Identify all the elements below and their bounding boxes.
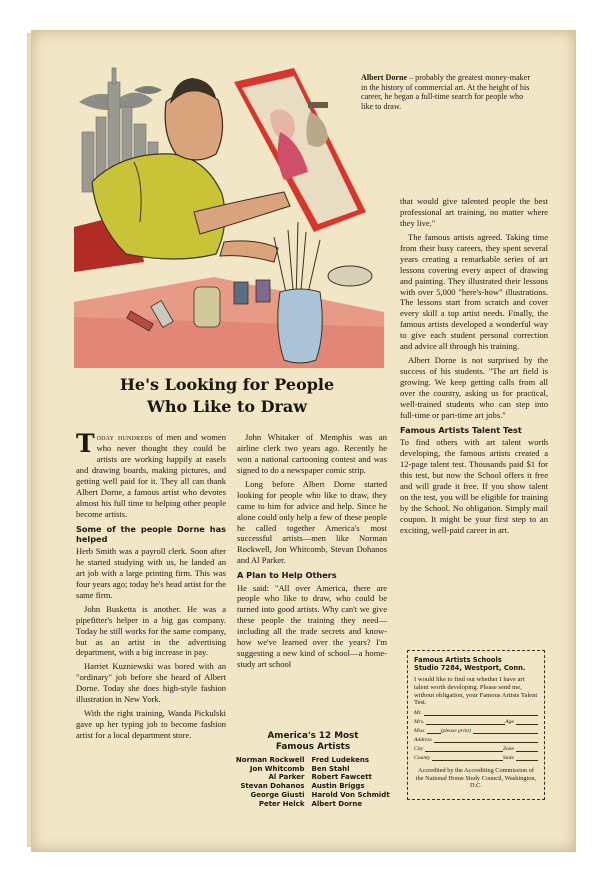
print-note: (please print)	[440, 727, 471, 734]
paragraph: Albert Dorne is not surprised by the success of his students. "The art field is growing. We keep getting calls from all over the country, asking us for practical, well-trained students who can step into full-time or part-time art jobs."	[400, 355, 548, 420]
drop-cap: T	[76, 429, 95, 458]
zone-line[interactable]	[516, 745, 538, 752]
mrs-line[interactable]	[426, 718, 505, 725]
miss-line-b[interactable]	[473, 727, 538, 734]
mail-coupon[interactable]	[407, 650, 545, 800]
subheading-talent-test: Famous Artists Talent Test	[400, 424, 522, 435]
address-line[interactable]	[434, 736, 538, 743]
coupon-request-text: I would like to find out whether I have art talent worth developing. Please send me, without obligation, your Famous Artists Talent Test.	[414, 675, 538, 707]
intro-text: of men and women who never thought they could be artists are working happily at easels and drawing boards, making pictures, and getting well paid for it. They all can thank Albert Dorne, a famous artist who devotes almost his full time to helping other people become artists.	[76, 432, 226, 519]
miss-line-a[interactable]	[427, 727, 441, 734]
paragraph: John Busketta is another. He was a pipefitter's helper in a big gas company. Today he still works for the same company, but as an artist in the advertising department, with a big increase in pay.	[76, 603, 226, 658]
caption-text: – probably the greatest money-maker in the history of commercial art. At the height of his career, he began a full-time search for people who like to draw.	[361, 73, 531, 111]
mrs-age-field[interactable]	[414, 718, 538, 725]
artist-name: Ben Stahl	[311, 764, 350, 773]
accreditation-note: Accredited by the Accrediting Commission of the National Home Study Council, Washington, D.C.	[415, 767, 537, 790]
paragraph: that would give talented people the best professional art training, no matter where they live."	[400, 196, 548, 228]
artist-name: Albert Dorne	[311, 799, 363, 808]
intro-paragraph	[76, 429, 226, 520]
headline-line-2: Who Like to Draw	[146, 397, 308, 417]
paragraph: Herb Smith was a payroll clerk. Soon after he started studying with us, he landed an art job with a large printing firm. This was four years ago; today he's head artist for the same firm.	[76, 546, 226, 600]
artists-table	[233, 756, 393, 809]
paragraph: With the right training, Wanda Pickulski gave up her typing job to become fashion artist for a local department store.	[76, 708, 226, 740]
paragraph: He said: "All over America, there are people who like to draw, who could be turned into good artists. Why can't we give these people the training they need—including all the trade secrets and know-how we've learned over the years? I'm suggesting a new kind of school—a home-study art school	[237, 582, 387, 670]
illustration-caption	[361, 73, 531, 111]
mr-field[interactable]	[414, 709, 538, 716]
headline	[72, 374, 382, 419]
paragraph: To find others with art talent worth developing, the famous artists created a 12-page talent test. Thousands paid $1 for this test, but now the School offers it free and will grade it free. If you show talent on the test, you will be eligible for training by the School. No obligation. Simply mail coupon. It might be your first step to an exciting, well-paid career in art.	[400, 437, 548, 535]
coupon-header-studio: Studio 7284, Westport, Conn.	[414, 664, 526, 673]
city-label: City	[414, 745, 424, 752]
subheading-helped: Some of the people Dorne has helped	[76, 523, 226, 544]
address-field[interactable]	[414, 736, 538, 743]
article-column-1	[76, 429, 226, 744]
albert-dorne-illustration	[74, 62, 384, 368]
state-line[interactable]	[516, 754, 538, 761]
county-line[interactable]	[432, 754, 503, 761]
artist-name: Harold Von Schmidt	[311, 790, 390, 799]
miss-label: Miss	[414, 727, 425, 734]
lead-in: oday hundreds	[96, 432, 153, 442]
artist-name: Norman Rockwell	[235, 755, 305, 764]
article-column-2	[237, 432, 387, 673]
zone-label: Zone	[502, 745, 514, 752]
artists-title-line-2: Famous Artists	[275, 741, 351, 752]
artist-name: George Giusti	[250, 790, 305, 799]
artist-name: Austin Briggs	[311, 782, 365, 791]
artists-title	[233, 731, 393, 753]
artist-name: Peter Helck	[258, 799, 305, 808]
artist-name: Jon Whitcomb	[249, 764, 305, 773]
age-label: Age	[505, 718, 514, 725]
county-label: County	[414, 754, 431, 761]
artist-name: Fred Ludekens	[311, 755, 370, 764]
paragraph: Harriet Kuzniewski was bored with an "ordinary" job before she heard of Albert Dorne. Today she does high-style fashion illustration in New York.	[76, 661, 226, 705]
mr-label: Mr.	[414, 709, 422, 716]
artist-name: Al Parker	[268, 773, 305, 782]
age-line[interactable]	[516, 718, 538, 725]
city-zone-field[interactable]	[414, 745, 538, 752]
county-state-field[interactable]	[414, 754, 538, 761]
artists-title-line-1: America's 12 Most	[267, 731, 359, 741]
mr-line[interactable]	[424, 709, 538, 716]
paragraph: John Whitaker of Memphis was an airline clerk two years ago. Recently he won a national cartooning contest and was signed to do a newspaper comic strip.	[237, 432, 387, 475]
famous-artists-list	[233, 731, 393, 808]
article-column-3	[400, 196, 548, 538]
artist-name: Robert Fawcett	[311, 773, 372, 782]
mrs-label: Mrs.	[414, 718, 425, 725]
paragraph: The famous artists agreed. Taking time from their busy careers, they spent several years creating a remarkable series of art lessons covering every aspect of drawing and painting. They illustrated their lessons with over 5,000 "here's-how" illustrations. The lessons start from scratch and cover every skill a top artist needs. Finally, the famous artists developed a wonderful way to give each student personal correction and advice all through his training.	[400, 231, 548, 352]
artist-name: Stevan Dohanos	[240, 782, 305, 791]
miss-field[interactable]	[414, 727, 538, 734]
city-line[interactable]	[425, 745, 502, 752]
state-label: State	[502, 754, 514, 761]
address-label: Address	[414, 736, 432, 743]
coupon-header-school: Famous Artists Schools	[414, 656, 502, 664]
headline-line-1: He's Looking for People	[119, 375, 335, 394]
caption-name: Albert Dorne	[361, 73, 408, 82]
subheading-plan: A Plan to Help Others	[237, 570, 337, 581]
paragraph: Long before Albert Dorne started looking for people who like to draw, they came to him for advice and help. Since he alone could only help a few of these people he called together America's most successful artists—men like Norman Rockwell, Jon Whitcomb, Stevan Dohanos and Al Parker.	[237, 478, 387, 566]
